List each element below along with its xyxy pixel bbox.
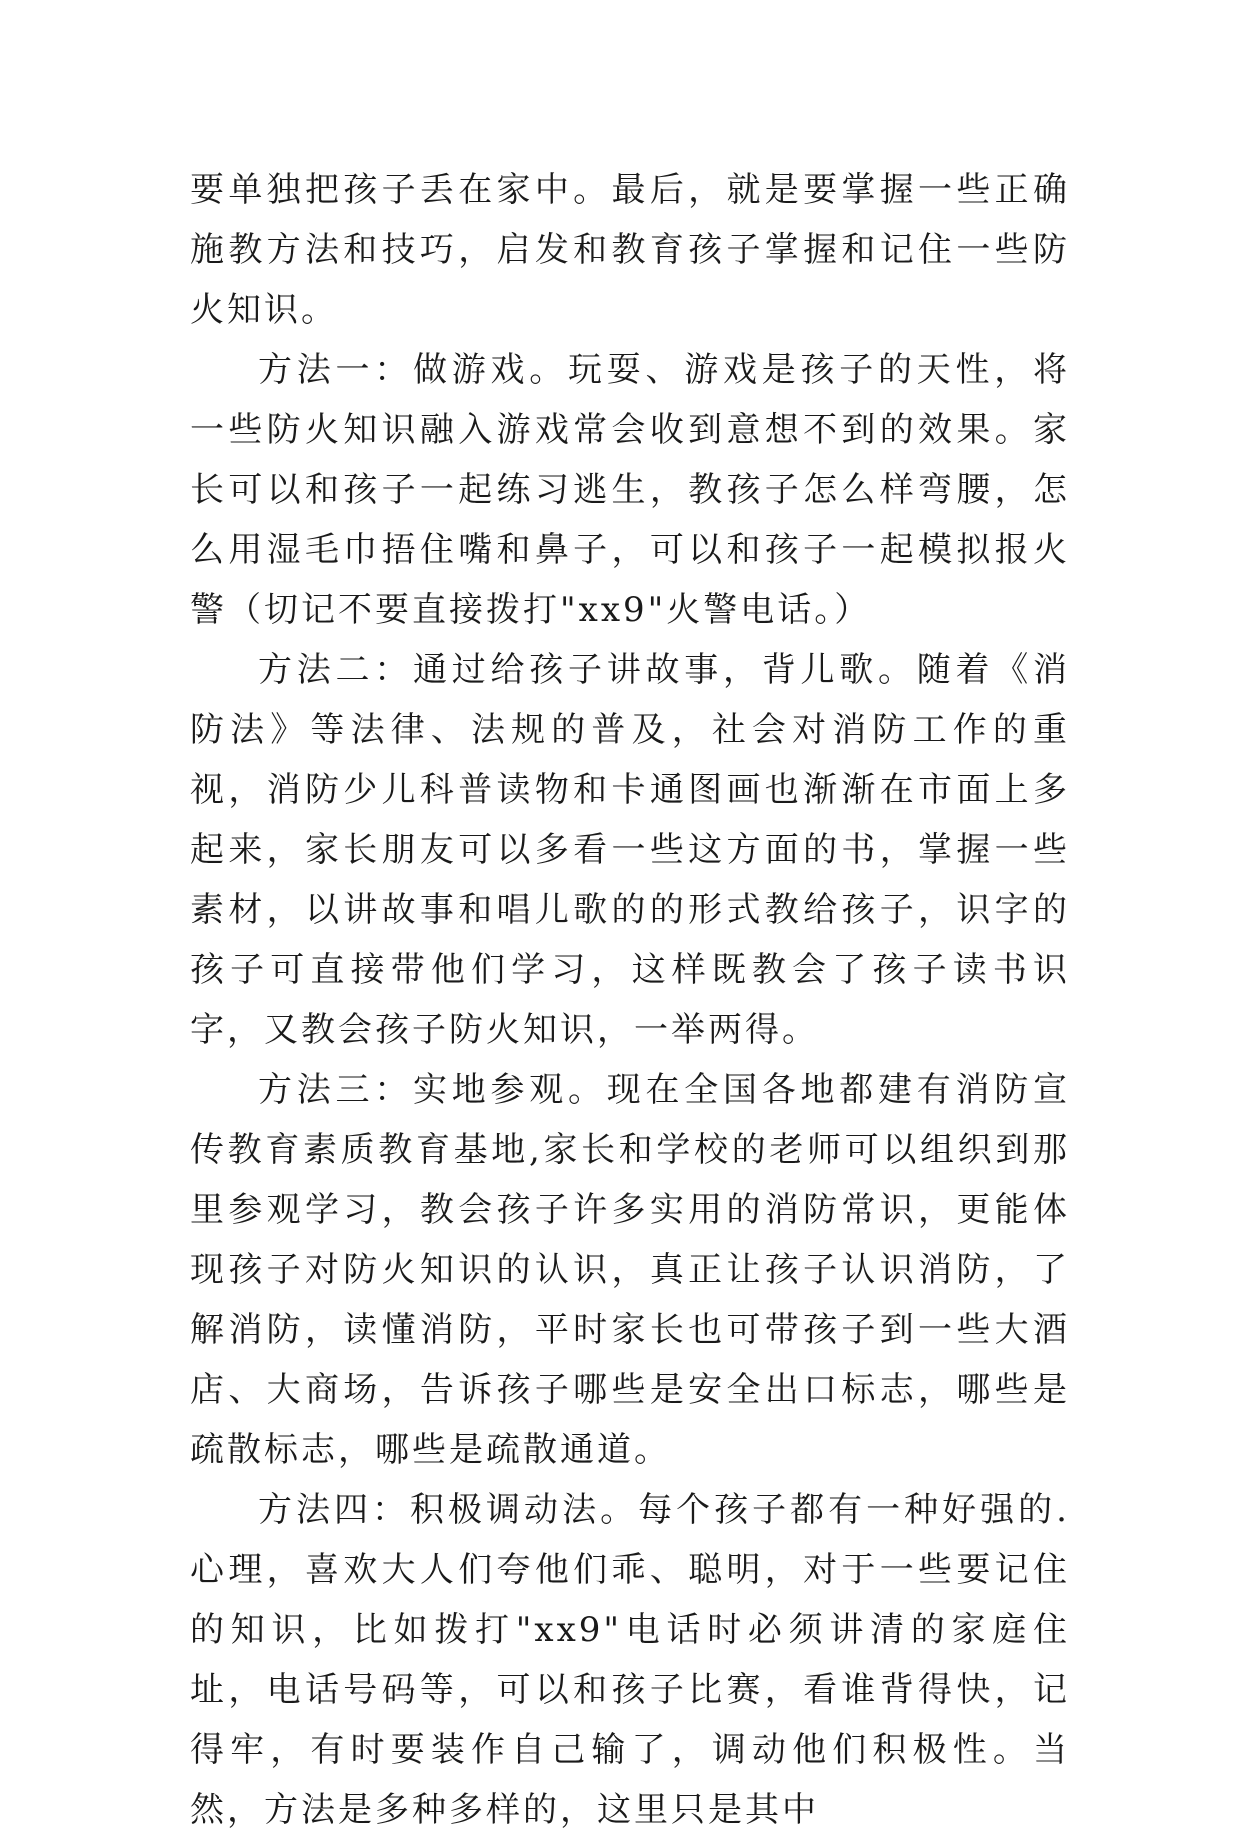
paragraph-method-one: 方法一：做游戏。玩耍、游戏是孩子的天性，将一些防火知识融入游戏常会收到意想不到的效果。家长可以和孩子一起练习逃生，教孩子怎么样弯腰，怎么用湿毛巾捂住嘴和鼻子，可以和孩子一起模拟报火警（切记不要直接拨打"xx9"火警电话。） [190, 350, 1070, 630]
paragraph-method-two: 方法二：通过给孩子讲故事，背儿歌。随着《消防法》等法律、法规的普及，社会对消防工作的重视，消防少儿科普读物和卡通图画也渐渐在市面上多起来，家长朋友可以多看一些这方面的书，掌握一些素材，以讲故事和唱儿歌的的形式教给孩子，识字的孩子可直接带他们学习，这样既教会了孩子读书识字，又教会孩子防火知识，一举两得。 [190, 650, 1070, 1050]
body-text [190, 160, 1070, 1840]
paragraph-method-four: 方法四：积极调动法。每个孩子都有一种好强的.心理，喜欢大人们夸他们乖、聪明，对于一些要记住的知识，比如拨打"xx9"电话时必须讲清的家庭住址，电话号码等，可以和孩子比赛，看谁背得快，记得牢，有时要装作自己输了，调动他们积极性。当然，方法是多种多样的，这里只是其中 [190, 1490, 1070, 1830]
paragraph-1: 要单独把孩子丢在家中。最后，就是要掌握一些正确施教方法和技巧，启发和教育孩子掌握和记住一些防火知识。 [190, 170, 1070, 330]
paragraph-method-three: 方法三：实地参观。现在全国各地都建有消防宣传教育素质教育基地,家长和学校的老师可以组织到那里参观学习，教会孩子许多实用的消防常识，更能体现孩子对防火知识的认识，真正让孩子认识消防，了解消防，读懂消防，平时家长也可带孩子到一些大酒店、大商场，告诉孩子哪些是安全出口标志，哪些是疏散标志，哪些是疏散通道。 [190, 1070, 1070, 1470]
